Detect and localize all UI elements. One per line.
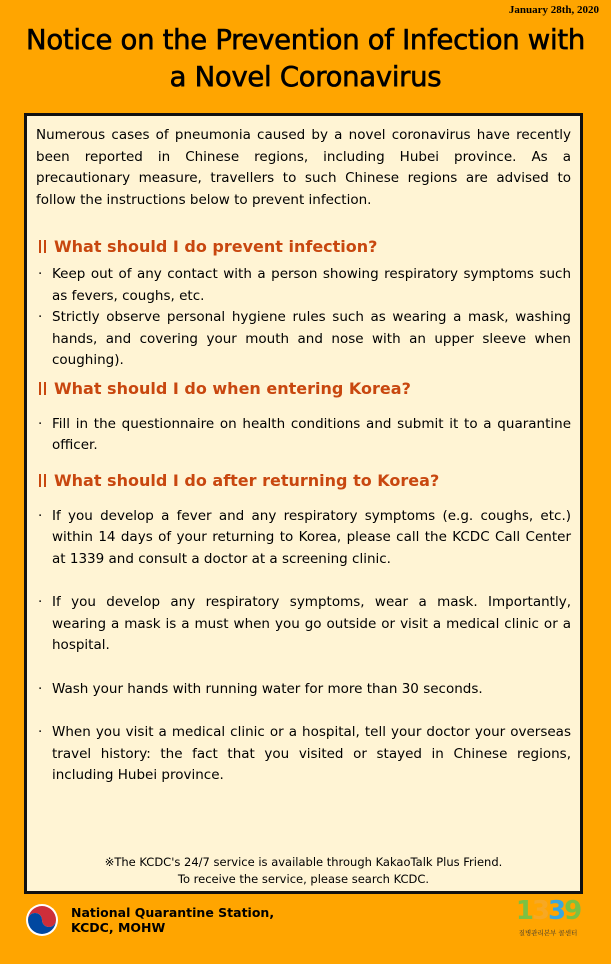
- section-marker-icon: [39, 240, 46, 253]
- list-item-text: Fill in the questionnaire on health conditions and submit it to a quarantine officer.: [52, 415, 571, 453]
- entering-list: [36, 414, 571, 457]
- title-line-1: Notice on the Prevention of Infection with: [26, 24, 585, 56]
- bullet-icon: ·: [38, 724, 43, 740]
- footnote-line-2: To receive the service, please search KCDC.: [177, 872, 430, 886]
- bullet-icon: ·: [38, 266, 43, 282]
- hotline-logo: [496, 896, 600, 937]
- footnote-line-1: ※The KCDC's 24/7 service is available through KakaoTalk Plus Friend.: [104, 855, 503, 869]
- section-heading-text: What should I do prevent infection?: [54, 237, 378, 256]
- organization-footer: [25, 903, 274, 937]
- list-item: [36, 414, 571, 457]
- bullet-icon: ·: [38, 415, 43, 432]
- title-line-2: a Novel Coronavirus: [169, 61, 442, 93]
- hotline-digit: 1: [515, 896, 532, 926]
- bullet-icon: ·: [38, 680, 43, 697]
- section-marker-icon: [39, 474, 46, 487]
- page-title: [0, 22, 611, 96]
- list-item-text: Keep out of any contact with a person showing respiratory symptoms such as fevers, coughs, etc.: [52, 266, 571, 304]
- list-item-text: If you develop a fever and any respiratory symptoms (e.g. coughs, etc.) within 14 days of your returning to Korea, please call the KCDC Call Center at 1339 and consult a doctor at a screening clinic.: [52, 507, 571, 567]
- org-line-2: KCDC, MOHW: [71, 920, 166, 935]
- footnote: [27, 854, 580, 888]
- hotline-digit: 3: [531, 896, 548, 926]
- hotline-digit: 3: [548, 896, 565, 926]
- org-line-1: National Quarantine Station,: [71, 905, 275, 920]
- hotline-digit: 9: [564, 896, 581, 926]
- section-marker-icon: [39, 382, 46, 395]
- section-heading-text: What should I do after returning to Korea?: [54, 470, 440, 490]
- hotline-label: 질병관리본부 콜센터: [518, 929, 578, 937]
- list-item-text: When you visit a medical clinic or a hospital, tell your doctor your overseas travel history: the fact that you visited or stayed in Chinese regions, including Hubei province.: [52, 724, 571, 783]
- hotline-number: [496, 896, 600, 926]
- bullet-icon: ·: [38, 594, 43, 610]
- prevent-list: [36, 264, 571, 372]
- taegeuk-logo-icon: [25, 903, 59, 937]
- list-item-text: Wash your hands with running water for more than 30 seconds.: [52, 680, 483, 697]
- notice-panel: [24, 113, 583, 894]
- list-item-text: If you develop any respiratory symptoms, wear a mask. Importantly, wearing a mask is a must when you go outside or visit a medical clinic or a hospital.: [52, 594, 571, 653]
- list-item: [36, 506, 571, 571]
- list-item: [36, 264, 571, 307]
- section-heading-entering: [36, 379, 571, 398]
- list-item: [36, 307, 571, 372]
- list-item: [36, 592, 571, 657]
- date-stamp: January 28th, 2020: [508, 4, 599, 16]
- bullet-icon: ·: [38, 507, 43, 524]
- section-heading-prevent: [36, 237, 571, 256]
- intro-paragraph: Numerous cases of pneumonia caused by a novel coronavirus have recently been reported in Chinese regions, including Hubei province. As a precautionary measure, travellers to such Chinese regions are advised to follow the instructions below to prevent infection.: [36, 127, 571, 208]
- list-item: [36, 679, 571, 701]
- organization-name: [71, 905, 274, 935]
- bullet-icon: ·: [38, 309, 43, 325]
- list-item-text: Strictly observe personal hygiene rules such as wearing a mask, washing hands, and covering your mouth and nose with an upper sleeve when coughing).: [52, 309, 571, 368]
- section-heading-returning: [36, 471, 571, 490]
- section-heading-text: What should I do when entering Korea?: [54, 378, 411, 398]
- list-item: [36, 722, 571, 787]
- returning-list: [36, 506, 571, 787]
